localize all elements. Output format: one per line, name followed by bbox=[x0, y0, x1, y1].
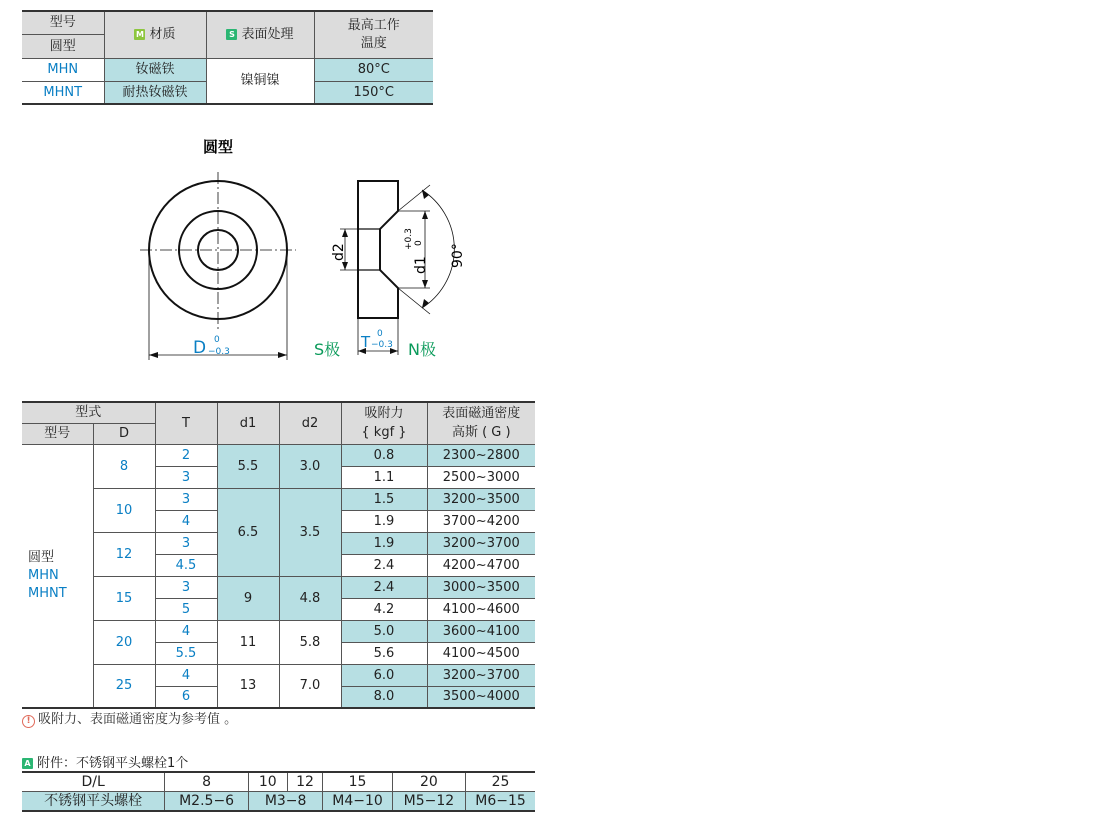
T-cell: 5 bbox=[155, 598, 217, 620]
force-cell: 1.9 bbox=[341, 532, 427, 554]
flux-cell: 3500~4000 bbox=[427, 686, 535, 708]
accessory-badge-icon: A bbox=[22, 758, 33, 769]
dim-d2-label: d2 bbox=[331, 243, 347, 261]
spec-table bbox=[22, 10, 433, 105]
D-cell: 15 bbox=[93, 576, 155, 620]
flux-cell: 4200~4700 bbox=[427, 554, 535, 576]
force-cell: 2.4 bbox=[341, 576, 427, 598]
flux-cell: 3200~3700 bbox=[427, 532, 535, 554]
T-header: T bbox=[155, 402, 217, 444]
pole-s-label: S极 bbox=[314, 340, 341, 359]
T-cell: 4 bbox=[155, 620, 217, 642]
dim-D-tol-upper: 0 bbox=[214, 335, 220, 345]
temp-cell: 150°C bbox=[314, 81, 433, 104]
size-header: 15 bbox=[323, 772, 392, 791]
d1-cell: 5.5 bbox=[217, 444, 279, 488]
D-cell: 8 bbox=[93, 444, 155, 488]
note-text: 吸附力、表面磁通密度为参考值 。 bbox=[38, 712, 238, 727]
d2-cell: 7.0 bbox=[279, 664, 341, 708]
type-cell: 圆型 MHN MHNT bbox=[22, 444, 93, 708]
material-cell: 耐热钕磁铁 bbox=[104, 81, 206, 104]
T-cell: 2 bbox=[155, 444, 217, 466]
dim-D-tol-lower: −0.3 bbox=[208, 347, 230, 357]
flux-cell: 4100~4500 bbox=[427, 642, 535, 664]
front-view bbox=[140, 172, 296, 360]
flux-cell: 3200~3500 bbox=[427, 488, 535, 510]
force-cell: 8.0 bbox=[341, 686, 427, 708]
temp-header: 最高工作 温度 bbox=[314, 11, 433, 58]
reference-note bbox=[22, 708, 237, 728]
surface-header: S 表面处理 bbox=[206, 11, 314, 58]
force-cell: 4.2 bbox=[341, 598, 427, 620]
dim-T-tol-upper: 0 bbox=[377, 329, 383, 339]
T-cell: 4 bbox=[155, 664, 217, 686]
d1-cell: 9 bbox=[217, 576, 279, 620]
d2-cell: 5.8 bbox=[279, 620, 341, 664]
flux-cell: 2500~3000 bbox=[427, 466, 535, 488]
temp-cell: 80°C bbox=[314, 58, 433, 81]
bolt-size: M3−8 bbox=[248, 791, 322, 811]
force-cell: 5.0 bbox=[341, 620, 427, 642]
d2-cell: 3.0 bbox=[279, 444, 341, 488]
flux-cell: 3200~3700 bbox=[427, 664, 535, 686]
force-cell: 5.6 bbox=[341, 642, 427, 664]
dim-D-label: D bbox=[193, 338, 207, 358]
d1-cell: 6.5 bbox=[217, 488, 279, 576]
shape-header: 圆型 bbox=[22, 34, 104, 58]
force-cell: 2.4 bbox=[341, 554, 427, 576]
D-header: D bbox=[93, 423, 155, 444]
flux-header: 表面磁通密度 高斯 ( G ) bbox=[427, 402, 535, 444]
type-header: 型号 bbox=[22, 11, 104, 34]
dim-d1-label: d1 bbox=[413, 256, 429, 274]
T-cell: 3 bbox=[155, 576, 217, 598]
d2-header: d2 bbox=[279, 402, 341, 444]
d1-cell: 11 bbox=[217, 620, 279, 664]
size-header: 10 bbox=[248, 772, 287, 791]
dim-d1-tol-lower: 0 bbox=[414, 240, 424, 246]
bolt-size: M2.5−6 bbox=[165, 791, 249, 811]
flux-cell: 2300~2800 bbox=[427, 444, 535, 466]
flux-cell: 3700~4200 bbox=[427, 510, 535, 532]
dl-header: D/L bbox=[22, 772, 165, 791]
material-cell: 钕磁铁 bbox=[104, 58, 206, 81]
side-view bbox=[340, 181, 454, 355]
angle-label: 90° bbox=[450, 243, 466, 268]
d2-cell: 4.8 bbox=[279, 576, 341, 620]
D-cell: 10 bbox=[93, 488, 155, 532]
flux-cell: 3000~3500 bbox=[427, 576, 535, 598]
T-cell: 4.5 bbox=[155, 554, 217, 576]
dim-T-tol-lower: −0.3 bbox=[371, 340, 393, 350]
warning-icon: ! bbox=[22, 715, 35, 728]
flux-cell: 3600~4100 bbox=[427, 620, 535, 642]
T-cell: 6 bbox=[155, 686, 217, 708]
D-cell: 20 bbox=[93, 620, 155, 664]
flux-cell: 4100~4600 bbox=[427, 598, 535, 620]
force-cell: 1.1 bbox=[341, 466, 427, 488]
type-cell: MHNT bbox=[22, 81, 104, 104]
D-cell: 25 bbox=[93, 664, 155, 708]
pole-n-label: N极 bbox=[408, 340, 436, 359]
bolt-size: M4−10 bbox=[323, 791, 392, 811]
surface-badge-icon: S bbox=[226, 29, 237, 40]
T-cell: 3 bbox=[155, 532, 217, 554]
bolt-size: M5−12 bbox=[392, 791, 465, 811]
force-cell: 1.5 bbox=[341, 488, 427, 510]
force-cell: 0.8 bbox=[341, 444, 427, 466]
material-badge-icon: M bbox=[136, 30, 144, 40]
dim-T-label: T bbox=[361, 333, 371, 351]
form-header: 型式 bbox=[22, 402, 155, 423]
size-header: 20 bbox=[392, 772, 465, 791]
bolt-label: 不锈钢平头螺栓 bbox=[22, 791, 165, 811]
magnet-drawing bbox=[130, 130, 490, 370]
accessory-title bbox=[22, 752, 188, 771]
drawing-title: 圆型 bbox=[202, 138, 234, 156]
force-cell: 6.0 bbox=[341, 664, 427, 686]
accessory-title-text: 附件：不锈钢平头螺栓1个 bbox=[37, 756, 189, 771]
dims-table bbox=[22, 401, 535, 709]
d1-header: d1 bbox=[217, 402, 279, 444]
size-header: 8 bbox=[165, 772, 249, 791]
D-cell: 12 bbox=[93, 532, 155, 576]
type-cell: MHN bbox=[22, 58, 104, 81]
d2-cell: 3.5 bbox=[279, 488, 341, 576]
type-header: 型号 bbox=[22, 423, 93, 444]
d1-cell: 13 bbox=[217, 664, 279, 708]
material-header: M 材质 bbox=[104, 11, 206, 58]
size-header: 12 bbox=[287, 772, 323, 791]
T-cell: 4 bbox=[155, 510, 217, 532]
T-cell: 3 bbox=[155, 466, 217, 488]
bolt-size: M6−15 bbox=[466, 791, 535, 811]
dim-d1-tol-upper: +0.3 bbox=[404, 228, 414, 250]
surface-cell: 镍铜镍 bbox=[206, 58, 314, 104]
size-header: 25 bbox=[466, 772, 535, 791]
force-header: 吸附力 { kgf } bbox=[341, 402, 427, 444]
T-cell: 5.5 bbox=[155, 642, 217, 664]
T-cell: 3 bbox=[155, 488, 217, 510]
force-cell: 1.9 bbox=[341, 510, 427, 532]
accessory-table bbox=[22, 771, 535, 812]
